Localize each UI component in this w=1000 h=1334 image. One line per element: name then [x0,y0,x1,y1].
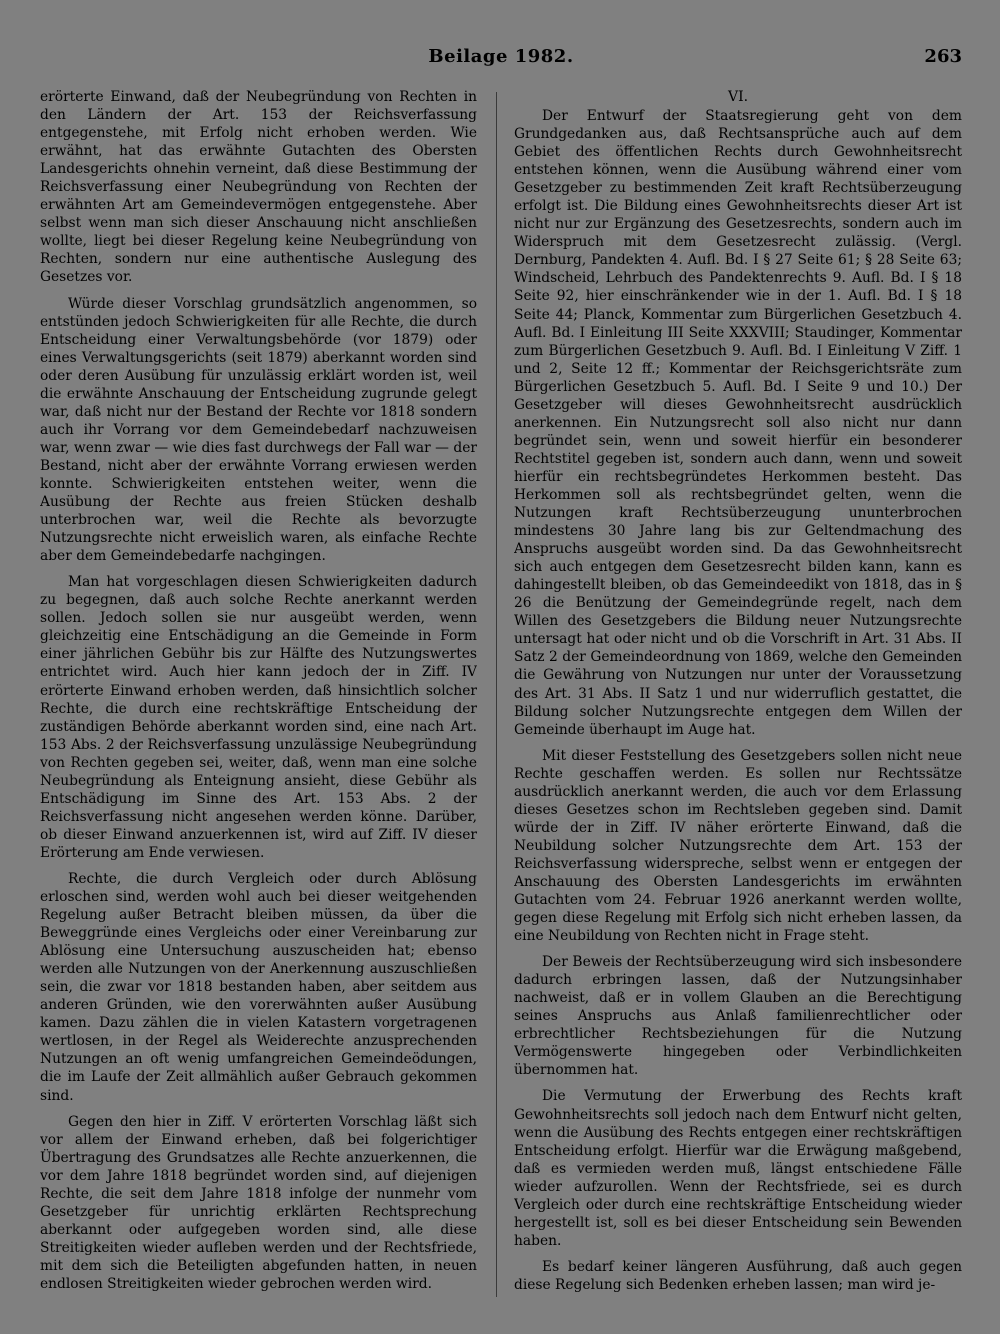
page-number: 263 [924,46,962,67]
right-paragraph-5: Es bedarf keiner längeren Ausführung, daß auch gegen diese Regelung sich Bedenken erheben lassen; man wird je- [514,1258,962,1293]
right-paragraph-4: Die Vermutung der Erwerbung des Rechts kraft Gewohnheitsrechts soll jedoch nach dem Entwurf nicht gelten, wenn die Ausübung des Rechts entgegen einer rechtskräftigen Entscheidung erfolgt. Hierfür war die Erwägung maßgebend, daß es vermieden werden muß, längst entschiedene Fälle wieder aufzurollen. Wenn der Rechtsfriede, sei es durch Vergleich oder durch eine rechtskräftige Entscheidung wieder hergestellt ist, soll es bei dieser Entscheidung sein Bewenden haben. [514,1088,962,1249]
right-paragraph-3: Der Beweis der Rechtsüberzeugung wird sich insbesondere dadurch erbringen lassen, daß der Nutzungsinhaber nachweist, daß er in vollem Glauben an die Berechtigung seines Anspruchs aus Anlaß familienrechtlicher oder erbrechtlicher Rechtsbeziehungen für die Nutzung Vermögenswerte hingegeben oder Verbindlichkeiten übernommen hat. [514,954,962,1079]
left-column [40,88,477,1298]
section-heading: VI. [727,89,749,105]
left-paragraph-1: erörterte Einwand, daß der Neubegründung von Rechten in den Ländern der Art. 153 der Reichsverfassung entgegenstehe, mit Erfolg nicht erhoben werden. Wie erwähnt, hat das erwähnte Gutachten des Obersten Landesgerichts ohnehin verneint, daß diese Bestimmung der Reichsverfassung einer Neubegründung von Rechten der erwähnten Art am Gemeindevermögen entgegenstehe. Aber selbst wenn man sich dieser Anschauung nicht anschließen wollte, liegt bei dieser Regelung keine Neubegründung von Rechten, sondern nur eine authentische Auslegung des Gesetzes vor. [40,89,477,286]
left-paragraph-5: Gegen den hier in Ziff. V erörterten Vorschlag läßt sich vor allem der Einwand erheben, daß bei folgerichtiger Übertragung des Grundsatzes alle Rechte anzuerkennen, die vor dem Jahre 1818 begründet worden sind, auf diejenigen Rechte, die seit dem Jahre 1818 infolge der nunmehr vom Gesetzgeber für unrichtig erklärten Rechtsprechung aberkannt oder aufgegeben worden sind, alle diese Streitigkeiten wieder aufleben werden und der Rechtsfriede, mit dem sich die Beteiligten abgefunden hatten, in neuen endlosen Streitigkeiten wieder gebrochen werden wird. [40,1113,477,1292]
page-header [40,46,962,72]
column-divider [496,92,497,1297]
header-title: Beilage 1982. [428,46,574,67]
left-paragraph-2: Würde dieser Vorschlag grundsätzlich angenommen, so entstünden jedoch Schwierigkeiten für alle Rechte, die durch Entscheidung einer Verwaltungsbehörde (vor 1879) oder eines Verwaltungsgerichts (seit 1879) aberkannt worden sind oder deren Ausübung für unzulässig erklärt worden ist, weil die erwähnte Anschauung der Entscheidung zugrunde gelegt war, daß nicht nur der Bestand der Rechte vor 1818 sondern auch ihr Vorrang vor dem Gemeindebedarf nachzuweisen war, wenn zwar — wie dies fast durchwegs der Fall war — der Bestand, nicht aber der erwähnte Vorrang erwiesen werden konnte. Schwierigkeiten entstehen weiter, wenn die Ausübung der Rechte aus freien Stücken deshalb unterbrochen war, weil die Rechte als bevorzugte Nutzungsrechte nicht erweislich waren, als einfache Rechte aber dem Gemeindebedarfe nachgingen. [40,295,477,565]
left-paragraph-4: Rechte, die durch Vergleich oder durch Ablösung erloschen sind, werden wohl auch bei dieser weitgehenden Regelung außer Betracht bleiben müssen, da über die Beweggründe eines Vergleichs oder einer Vereinbarung zur Ablösung eine Untersuchung auszuscheiden hat; ebenso werden alle Nutzungen von der Anerkennung auszuschließen sein, die zwar vor 1818 bestanden haben, aber seitdem aus anderen Gründen, wie den vorerwähnten außer Ausübung kamen. Dazu zählen die in vielen Katastern vorgetragenen wertlosen, in der Regel als Weiderechte anzusprechenden Nutzungen an oft wenig umfangreichen Gemeindeödungen, die im Laufe der Zeit allmählich außer Gebrauch gekommen sind. [40,870,477,1104]
left-paragraph-3: Man hat vorgeschlagen diesen Schwierigkeiten dadurch zu begegnen, daß auch solche Rechte anerkannt werden sollen. Jedoch sollen sie nur ausgeübt werden, wenn gleichzeitig eine Entschädigung an die Gemeinde in Form einer jährlichen Gebühr bis zur Hälfte des Nutzungswertes entrichtet wird. Auch hier kann jedoch der in Ziff. IV erörterte Einwand erhoben werden, daß hinsichtlich solcher Rechte, die durch eine rechtskräftige Entscheidung der zuständigen Behörde aberkannt worden sind, eine nach Art. 153 Abs. 2 der Reichsverfassung unzulässige Neubegründung von Rechten gegeben sei, weiter, daß, wenn man eine solche Neubegründung als Enteignung ansieht, diese Gebühr als Entschädigung im Sinne des Art. 153 Abs. 2 der Reichsverfassung nicht angesehen werden könne. Darüber, ob dieser Einwand anzuerkennen ist, wird auf Ziff. IV dieser Erörterung am Ende verwiesen. [40,574,477,861]
right-paragraph-2: Mit dieser Feststellung des Gesetzgebers sollen nicht neue Rechte geschaffen werden. Es sollen nur Rechtssätze ausdrücklich anerkannt werden, die auch vor dem Erlassung dieses Gesetzes schon im Rechtsleben gegeben sind. Damit würde der in Ziff. IV näher erörterte Einwand, daß die Neubildung solcher Nutzungsrechte dem Art. 153 der Reichsverfassung widerspreche, selbst wenn er entgegen der Anschauung des Obersten Landesgerichts im erwähnten Gutachten vom 24. Februar 1926 anerkannt werden wollte, gegen diese Regelung mit Erfolg sich nicht erheben lassen, da eine Neubildung von Rechten nicht in Frage steht. [514,747,962,945]
right-paragraph-1: Der Entwurf der Staatsregierung geht von dem Grundgedanken aus, daß Rechtsansprüche auch auf dem Gebiet des öffentlichen Rechts durch Gewohnheitsrecht entstehen können, wenn die Ausübung während einer vom Gesetzgeber zu bestimmenden Zeit kraft Rechtsüberzeugung erfolgt ist. Die Bildung eines Gewohnheitsrechts dieser Art ist nicht nur zur Ergänzung des Gesetzesrechts, sondern auch im Widerspruch mit dem Gesetzesrecht zulässig. (Vergl. Dernburg, Pandekten 4. Aufl. Bd. I § 27 Seite 61; § 28 Seite 63; Windscheid, Lehrbuch des Pandektenrechts 9. Aufl. Bd. I § 18 Seite 92, hier einschränkender wie in der 1. Aufl. Bd. I § 18 Seite 44; Planck, Kommentar zum Bürgerlichen Gesetzbuch 4. Aufl. Bd. I Einleitung III Seite XXXVIII; Staudinger, Kommentar zum Bürgerlichen Gesetzbuch 9. Aufl. Bd. I Einleitung V Ziff. 1 und 2, Seite 12 ff.; Kommentar der Reichsgerichtsräte zum Bürgerlichen Gesetzbuch 5. Aufl. Bd. I Seite 9 und 10.) Der Gesetzgeber will dieses Gewohnheitsrecht ausdrücklich anerkennen. Ein Nutzungsrecht soll also nicht nur dann begründet sein, wenn und soweit hierfür ein besonderer Rechtstitel gegeben ist, sondern auch dann, wenn und soweit hierfür ein rechtsbegründetes Herkommen besteht. Das Herkommen soll als rechtsbegründet gelten, wenn die Nutzungen kraft Rechtsüberzeugung ununterbrochen mindestens 30 Jahre lang bis zur Geltendmachung des Anspruchs ausgeübt worden sind. Da das Gewohnheitsrecht sich auch entgegen dem Gesetzesrecht bilden kann, kann es dahingestellt bleiben, ob das Gemeindeedikt von 1818, das in § 26 die Benützung der Gemeindegründe regelt, nach dem Willen des Gesetzgebers die Bildung neuer Nutzungsrechte untersagt hat oder nicht und ob die Vorschrift in Art. 31 Abs. II Satz 2 der Gemeindeordnung von 1869, welche den Gemeinden die Gewährung von Nutzungen nur unter der Voraussetzung des Art. 31 Abs. II Satz 1 und nur widerruflich gestattet, die Bildung solcher Nutzungsrechte entgegen dem Willen der Gemeinde überhaupt im Auge hat. [514,108,962,738]
right-column [514,88,962,1298]
